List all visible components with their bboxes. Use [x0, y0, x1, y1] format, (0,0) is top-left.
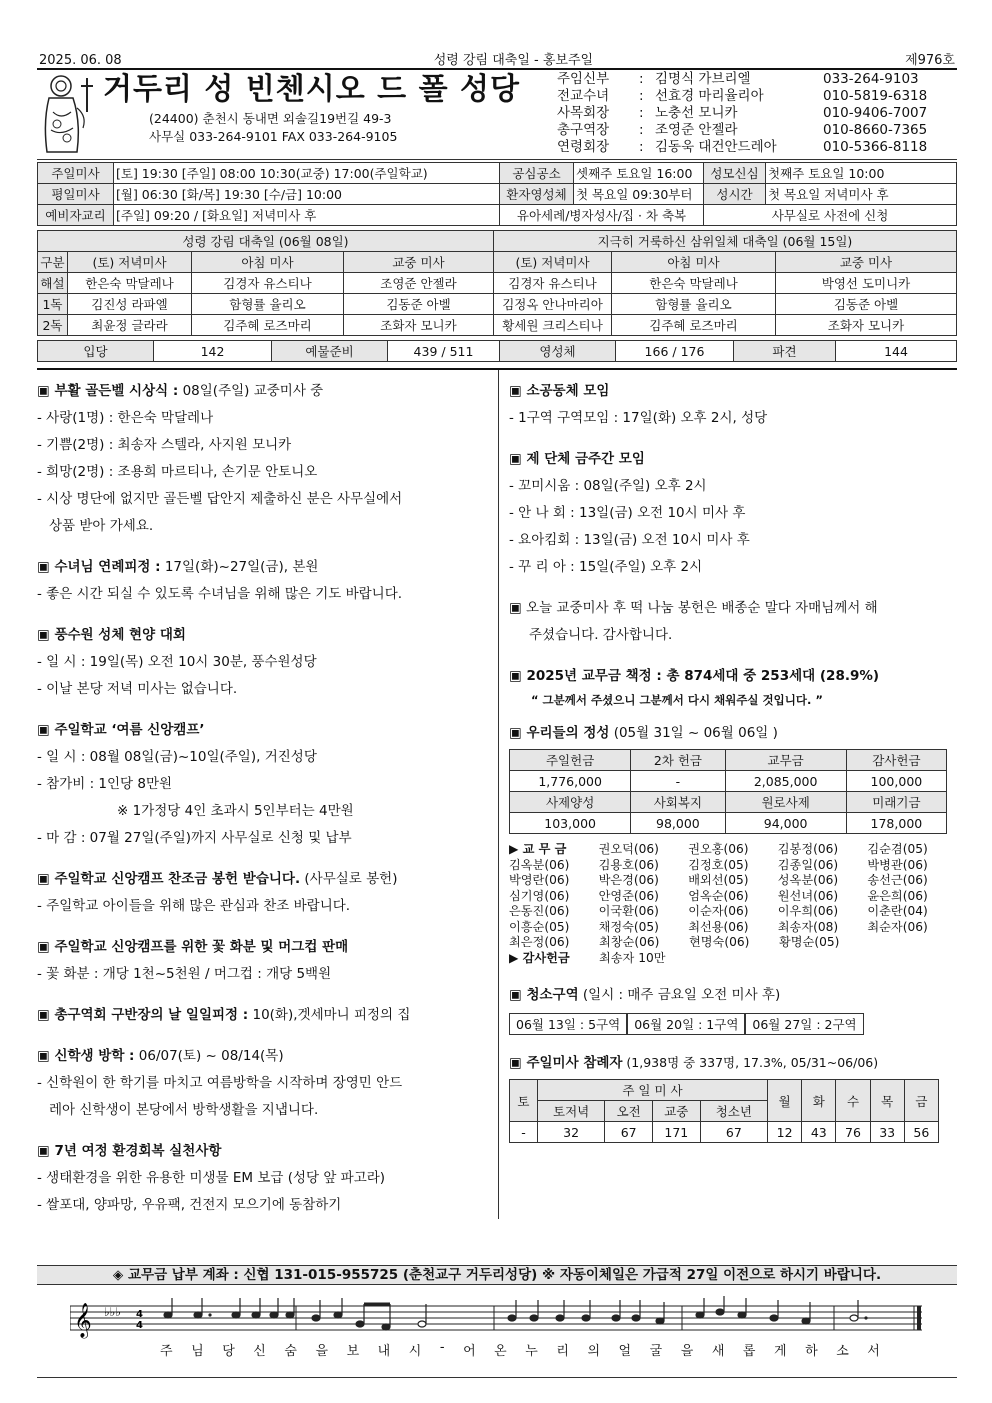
text-line: 08일(주일) 교중미사 중 — [178, 383, 324, 399]
offerings-table — [509, 749, 947, 834]
table-cell: 439 / 511 — [388, 341, 500, 362]
text-line: 06월 20일 : 1구역 — [627, 1013, 745, 1035]
text-line: 윤은희(06) — [867, 888, 928, 903]
text-line: 의 — [587, 1344, 601, 1359]
table-cell: 김주혜 로즈마리 — [612, 315, 776, 336]
table-cell: [월] 06:30 [화/목] 19:30 [수/금] 10:00 — [114, 184, 500, 205]
text-line: 주 — [160, 1344, 173, 1359]
staff-row — [557, 139, 957, 156]
text-line: : — [639, 88, 644, 104]
text-line: (05월 31일 ~ 06월 06일 ) — [609, 725, 778, 741]
text-line: 010-5366-8118 — [823, 139, 928, 155]
text-line — [509, 982, 957, 1009]
text-line: 현명숙(06) — [689, 935, 750, 949]
text-line: : — [639, 122, 644, 138]
table-cell: 교중 미사 — [776, 252, 957, 273]
text-line: 레아 신학생이 본당에서 방학생활을 지냅니다. — [49, 1102, 319, 1118]
text-line: ▣ 주일학교 ‘여름 신앙캠프’ — [37, 722, 205, 738]
text-line: ▣ 오늘 교중미사 후 떡 나눔 봉헌은 배종순 말다 자매님께서 해 — [509, 600, 878, 616]
table-cell: 주 일 미 사 — [537, 1080, 767, 1101]
table-cell: 김경자 유스티나 — [494, 273, 612, 294]
table-cell: 98,000 — [631, 813, 725, 834]
environment-notice — [37, 1138, 490, 1219]
text-line — [509, 720, 957, 747]
attendance-table — [509, 1079, 939, 1143]
table-cell: 수 — [836, 1080, 870, 1122]
text-line: 06월 13일 : 5구역 — [509, 1013, 627, 1035]
text-line: 박은경(06) — [598, 873, 659, 887]
table-cell: 142 — [154, 341, 272, 362]
table-cell: 해설 — [38, 273, 68, 294]
table-cell: 주일헌금 — [510, 750, 631, 771]
table-cell: 예물준비 — [272, 341, 388, 362]
table-cell: 성모신심 — [704, 163, 766, 184]
text-line — [37, 378, 490, 405]
cleaning-section — [509, 982, 957, 1035]
text-line: 김옥분(06) — [509, 857, 570, 872]
table-cell: 2차 헌금 — [631, 750, 725, 771]
table-row — [38, 341, 957, 362]
text-line: 얼 — [618, 1344, 632, 1359]
table-cell: [토] 19:30 [주일] 08:00 10:30(교중) 17:00(주일학교) — [114, 163, 500, 184]
table-cell: 56 — [904, 1122, 938, 1143]
table-cell: (토) 저녁미사 — [68, 252, 192, 273]
text-line: 롭 — [742, 1344, 756, 1359]
cleaning-schedule — [509, 1013, 939, 1035]
table-cell: 76 — [836, 1122, 870, 1143]
text-line: 시 — [408, 1344, 422, 1359]
text-line: 조영준 안젤라 — [655, 122, 738, 138]
text-line: - 꽃 화분 : 개당 1천~5천원 / 머그컵 : 개당 5백원 — [37, 966, 332, 982]
text-line: 황명순(05) — [779, 935, 840, 949]
text-line: 배외선(05) — [688, 873, 749, 887]
text-line: 내 — [377, 1344, 391, 1359]
text-line: (1,938명 중 337명, 17.3%, 05/31~06/06) — [622, 1055, 879, 1070]
readers-header-2: 지극히 거룩하신 삼위일체 대축일 (06월 15일) — [494, 231, 957, 252]
text-line: - 일 시 : 08월 08일(금)~10일(주일), 거진성당 — [37, 749, 317, 765]
hymn-lyrics — [160, 1340, 880, 1359]
text-line: 을 — [315, 1344, 329, 1359]
text-line: 신 — [253, 1344, 266, 1359]
text-line: 숨 — [284, 1344, 297, 1359]
text-line: - 참가비 : 1인당 8만원 — [37, 776, 173, 792]
table-cell: 2,085,000 — [725, 771, 846, 792]
text-line: ▣ 수녀님 연례피정 : — [37, 559, 161, 575]
group-meetings-notice — [509, 446, 957, 581]
golden-bell-notice — [37, 378, 490, 540]
table-cell: 김동준 아벨 — [344, 294, 494, 315]
text-line: - 꾸 리 아 : 15일(주일) 오후 2시 — [509, 559, 703, 575]
table-cell: 김동준 아벨 — [776, 294, 957, 315]
small-community-notice — [509, 378, 957, 432]
table-cell: 한은숙 막달레나 — [612, 273, 776, 294]
text-line: 06/07(토) ~ 08/14(목) — [134, 1048, 284, 1064]
text-line: - 시상 명단에 없지만 골든벨 답안지 제출하신 분은 사무실에서 — [37, 491, 403, 507]
text-line: - 희망(2명) : 조용희 마르티나, 손기문 안토니오 — [37, 464, 318, 480]
table-cell: 황세원 크리스티나 — [494, 315, 612, 336]
bulletin — [37, 48, 957, 1219]
table-row — [510, 1122, 939, 1143]
text-line: - 사랑(1명) : 한은숙 막달레나 — [37, 410, 214, 426]
text-line: - 이날 본당 저녁 미사는 없습니다. — [37, 681, 238, 697]
text-line: - 일 시 : 19일(목) 오전 10시 30분, 풍수원성당 — [37, 654, 317, 670]
text-line: 김종일(06) — [777, 857, 839, 872]
table-cell: 조영준 안젤라 — [344, 273, 494, 294]
staff-list — [547, 70, 957, 159]
feast-title: 성령 강림 대축일 - 홍보주일 — [433, 53, 594, 68]
staff-row — [557, 122, 957, 139]
text-line: 권오홍(06) — [688, 842, 749, 856]
table-cell: 감사헌금 — [846, 750, 946, 771]
table-cell: 금 — [904, 1080, 938, 1122]
text-line: 서 — [867, 1344, 880, 1359]
text-line: 은동진(06) — [509, 904, 570, 918]
staff-row — [557, 105, 957, 122]
text-line: - 기쁨(2명) : 최송자 스텔라, 사지원 모니카 — [37, 437, 292, 453]
text-line: (사무실로 봉헌) — [300, 871, 398, 887]
table-cell: 사무실로 사전에 신청 — [704, 205, 957, 226]
table-cell: 178,000 — [846, 813, 946, 834]
table-cell: 67 — [605, 1122, 653, 1143]
table-cell: 1독 — [38, 294, 68, 315]
text-line: - 주일학교 아이들을 위해 많은 관심과 찬조 바랍니다. — [37, 898, 351, 914]
text-line: “ 그분께서 주셨으니 그분께서 다시 채워주실 것입니다. ” — [531, 693, 823, 707]
text-line: 주셨습니다. 감사합니다. — [529, 627, 673, 643]
text-line: 사목회장 — [557, 105, 610, 121]
table-cell: 함형률 율리오 — [612, 294, 776, 315]
ministry-stats-table — [37, 340, 957, 362]
text-line: 안영준(06) — [598, 888, 659, 903]
text-line: 심기영(06) — [509, 888, 570, 903]
table-cell: 2독 — [38, 315, 68, 336]
text-line: 채정숙(05) — [598, 919, 659, 934]
text-line: 010-5819-6318 — [823, 88, 928, 104]
content-columns — [37, 368, 957, 1219]
top-bar — [37, 48, 957, 70]
text-line: 010-9406-7007 — [823, 105, 928, 121]
header — [37, 70, 957, 160]
table-cell: 166 / 176 — [616, 341, 734, 362]
table-cell: 첫째주 토요일 10:00 — [766, 163, 957, 184]
table-cell: 171 — [652, 1122, 700, 1143]
text-line: 권오덕(06) — [598, 842, 659, 856]
text-line: 누 — [525, 1344, 538, 1359]
text-line: 김동욱 대건안드레아 — [655, 139, 777, 155]
seminarian-vacation-notice — [37, 1043, 490, 1124]
text-line: 소 — [836, 1344, 849, 1359]
table-cell: 김주혜 로즈마리 — [192, 315, 344, 336]
summer-camp-notice — [37, 717, 490, 852]
table-cell: 144 — [836, 341, 957, 362]
text-line: ※ 1가정당 4인 초과시 5인부터는 4만원 — [117, 803, 354, 819]
svg-text:4: 4 — [136, 1320, 143, 1331]
table-cell: 김경자 유스티나 — [192, 273, 344, 294]
table-cell: 평일미사 — [38, 184, 114, 205]
text-line: 게 — [774, 1344, 787, 1359]
text-line: 주임신부 — [557, 71, 610, 87]
text-line: 최은정(06) — [509, 935, 570, 949]
table-cell: 67 — [700, 1122, 767, 1143]
table-cell: 화 — [802, 1080, 836, 1122]
text-line: 06월 27일 : 2구역 — [745, 1013, 863, 1035]
text-line: ▣ 주일미사 참례자 — [509, 1055, 623, 1071]
text-line: 어 — [463, 1344, 476, 1359]
bottom-divider — [37, 1377, 957, 1378]
table-cell: 청소년 — [700, 1101, 767, 1122]
text-line: 박병관(06) — [867, 857, 928, 872]
text-line: 보 — [346, 1344, 360, 1359]
text-line: ▣ 소공동체 모임 — [509, 383, 610, 399]
svg-text:4: 4 — [136, 1309, 143, 1320]
text-line: 김정호(05) — [688, 857, 749, 872]
text-line — [37, 554, 490, 581]
text-line: 이국환(06) — [598, 904, 659, 918]
text-line: (일시 : 매주 금요일 오전 미사 후) — [578, 987, 781, 1003]
text-line: - 좋은 시간 되실 수 있도록 수녀님을 위해 많은 기도 바랍니다. — [37, 586, 403, 602]
rice-cake-notice — [509, 595, 957, 649]
table-cell: 1,776,000 — [510, 771, 631, 792]
text-line — [37, 1043, 490, 1070]
table-cell: 사제양성 — [510, 792, 631, 813]
table-cell: - — [510, 1122, 538, 1143]
text-line: - 신학원이 한 학기를 마치고 여름방학을 시작하며 장영민 안드 — [37, 1075, 403, 1091]
right-column — [499, 370, 957, 1219]
text-line: 을 — [680, 1344, 694, 1359]
text-line: - 안 나 회 : 13일(금) 오전 10시 미사 후 — [509, 505, 746, 521]
table-cell: 월 — [768, 1080, 802, 1122]
text-line — [37, 1002, 490, 1029]
table-cell: 미래기금 — [846, 792, 946, 813]
text-line: ▣ 2025년 교무금 책정 : 총 874세대 중 253세대 (28.9%) — [509, 668, 880, 684]
text-line: ▣ 우리들의 정성 — [509, 725, 610, 741]
text-line: - 생태환경을 위한 유용한 미생물 EM 보급 (성당 앞 파고라) — [37, 1170, 386, 1186]
camp-donation-notice — [37, 866, 490, 920]
church-name: 거두리 성 빈첸시오 드 폴 성당 — [103, 72, 520, 107]
offerings-section — [509, 720, 957, 966]
text-line — [37, 866, 490, 893]
leaders-retreat-notice — [37, 1002, 490, 1029]
table-cell: 첫 목요일 09:30부터 — [574, 184, 704, 205]
text-line: : — [639, 105, 644, 121]
text-line: 새 — [711, 1344, 725, 1359]
text-line: 온 — [494, 1344, 507, 1359]
table-cell: 최윤정 글라라 — [68, 315, 192, 336]
text-line: ▣ 주일학교 신앙캠프를 위한 꽃 화분 및 머그컵 판매 — [37, 939, 349, 955]
text-line: 노충선 모니카 — [655, 105, 738, 121]
text-line: 연령회장 — [557, 139, 610, 155]
payment-account-bar: ◈ 교무금 납부 계좌 : 신협 131-015-955725 (춘천교구 거두리성당) ※ 자동이체일은 가급적 27일 이전으로 하시기 바랍니다. — [37, 1265, 957, 1285]
text-line: 박영란(06) — [509, 873, 570, 887]
table-row — [38, 205, 957, 226]
text-line: 전교수녀 — [557, 88, 610, 104]
table-cell: 주일미사 — [38, 163, 114, 184]
text-line: 10(화),겟세마니 피정의 집 — [248, 1007, 411, 1023]
table-cell: [주일] 09:20 / [화요일] 저녁미사 후 — [114, 205, 500, 226]
table-cell: 예비자교리 — [38, 205, 114, 226]
staff-row — [557, 71, 957, 88]
table-cell: 103,000 — [510, 813, 631, 834]
table-cell: 환자영성체 — [500, 184, 574, 205]
sister-retreat-notice — [37, 554, 490, 608]
table-cell: 토 — [510, 1080, 538, 1122]
table-cell: 구분 — [38, 252, 68, 273]
table-cell: 유아세례/병자성사/집 · 차 축복 — [500, 205, 704, 226]
issue-number: 제976호 — [905, 53, 955, 68]
text-line: 김명식 가브리엘 — [655, 71, 751, 87]
tithe-contributors — [509, 842, 957, 966]
text-line: ▣ 제 단체 금주간 모임 — [509, 451, 645, 467]
table-cell: 성시간 — [704, 184, 766, 205]
table-cell: 영성체 — [500, 341, 616, 362]
text-line — [509, 1049, 957, 1077]
camp-sale-notice — [37, 934, 490, 988]
eucharist-congress-notice — [37, 622, 490, 703]
table-cell: 오전 — [605, 1101, 653, 1122]
table-cell: 교중 — [652, 1101, 700, 1122]
text-line: 033-264-9103 — [823, 71, 919, 87]
readers-table — [37, 230, 957, 336]
table-cell: 아침 미사 — [192, 252, 344, 273]
text-line: : — [639, 139, 644, 155]
text-line: - 1구역 구역모임 : 17일(화) 오후 2시, 성당 — [509, 410, 768, 426]
table-cell: 박영선 도미니카 — [776, 273, 957, 294]
table-row — [38, 315, 957, 336]
text-line: ▣ 주일학교 신앙캠프 찬조금 봉헌 받습니다. — [37, 871, 301, 887]
text-line: 최순자(06) — [867, 919, 928, 934]
text-line: 김순겸(05) — [867, 842, 928, 856]
text-line: ▣ 총구역회 구반장의 날 일일피정 : — [37, 1007, 249, 1023]
table-row — [38, 273, 957, 294]
table-cell: 94,000 — [725, 813, 846, 834]
table-cell: 교중 미사 — [344, 252, 494, 273]
text-line: 이흥순(05) — [509, 919, 570, 934]
table-cell: 조화자 모니카 — [344, 315, 494, 336]
table-cell: 토저녁 — [537, 1101, 604, 1122]
text-line: ▣ 신학생 방학 : — [37, 1048, 135, 1064]
issue-date: 2025. 06. 08 — [39, 53, 122, 68]
svg-text:𝄞: 𝄞 — [74, 1303, 92, 1338]
table-cell: 32 — [537, 1122, 604, 1143]
text-line: 엄옥순(06) — [688, 888, 749, 903]
table-cell: 교무금 — [725, 750, 846, 771]
church-logo-icon — [37, 72, 97, 158]
text-line: 010-8660-7365 — [823, 122, 928, 138]
table-cell: 33 — [870, 1122, 904, 1143]
table-cell: 43 — [802, 1122, 836, 1143]
svg-text:♭♭♭: ♭♭♭ — [104, 1305, 121, 1319]
text-line: 김용호(06) — [598, 857, 659, 872]
text-line: 원선녀(06) — [777, 888, 839, 903]
text-line: 님 — [191, 1344, 204, 1359]
text-line: ▣ 부활 골든벨 시상식 : — [37, 383, 179, 399]
mass-schedule-table — [37, 162, 957, 226]
table-cell: 함형률 율리오 — [192, 294, 344, 315]
text-line: 송선근(06) — [867, 873, 928, 887]
table-cell: 사회복지 — [631, 792, 725, 813]
staff-row — [557, 88, 957, 105]
text-line: - 마 감 : 07월 27일(주일)까지 사무실로 신청 및 납부 — [37, 830, 352, 846]
text-line: : — [639, 71, 644, 87]
text-line: 하 — [805, 1344, 818, 1359]
text-line: 선효경 마리율리아 — [655, 88, 764, 104]
text-line: ▣ 7년 여정 환경회복 실천사항 — [37, 1143, 222, 1159]
text-line: - — [439, 1340, 445, 1355]
text-line: 최선용(06) — [688, 919, 749, 934]
table-cell: 한은숙 막달레나 — [68, 273, 192, 294]
table-cell: 조화자 모니카 — [776, 315, 957, 336]
table-row — [38, 294, 957, 315]
text-line: - 요아킴회 : 13일(금) 오전 10시 미사 후 — [509, 532, 750, 548]
left-column — [37, 370, 499, 1219]
table-cell: (토) 저녁미사 — [494, 252, 612, 273]
table-cell: 공심공소 — [500, 163, 574, 184]
table-cell: 목 — [870, 1080, 904, 1122]
text-line: 이춘란(04) — [867, 904, 928, 918]
table-cell: 12 — [768, 1122, 802, 1143]
text-line: 상품 받아 가세요. — [49, 518, 154, 534]
text-line: 김봉정(06) — [777, 842, 839, 856]
text-line: - 쌀포대, 양파망, 우유팩, 건전지 모으기에 동참하기 — [37, 1197, 342, 1213]
table-cell: 파견 — [734, 341, 836, 362]
text-line: 17일(화)~27일(금), 본원 — [160, 559, 319, 575]
text-line: 최창순(06) — [599, 935, 660, 949]
table-row — [510, 771, 947, 792]
text-line: 이우희(06) — [777, 904, 839, 918]
readers-header-1: 성령 강림 대축일 (06월 08일) — [38, 231, 494, 252]
table-row — [510, 813, 947, 834]
text-line: 성옥분(06) — [777, 873, 839, 887]
text-line: 최송자(08) — [777, 919, 839, 934]
tithe-notice — [509, 663, 957, 710]
text-line: - 꼬미시움 : 08일(주일) 오후 2시 — [509, 478, 707, 494]
text-line: 이순자(06) — [688, 904, 749, 918]
table-cell: 입당 — [38, 341, 154, 362]
text-line: 최송자 10만 — [599, 950, 666, 965]
table-cell: 원로사제 — [725, 792, 846, 813]
attendance-section — [509, 1049, 957, 1143]
table-cell: 셋째주 토요일 16:00 — [574, 163, 704, 184]
table-cell: 첫 목요일 저녁미사 후 — [766, 184, 957, 205]
text-line: 리 — [556, 1344, 569, 1359]
text-line: 굴 — [649, 1344, 663, 1359]
table-row — [38, 163, 957, 184]
table-cell: 아침 미사 — [612, 252, 776, 273]
table-cell: 100,000 — [846, 771, 946, 792]
table-cell: 김진성 라파엘 — [68, 294, 192, 315]
table-cell: - — [631, 771, 725, 792]
table-cell: 김정옥 안나마리아 — [494, 294, 612, 315]
text-line: 당 — [222, 1344, 235, 1359]
text-line: ▣ 청소구역 — [509, 987, 579, 1003]
text-line: 총구역장 — [557, 122, 610, 138]
church-office: 사무실 033-264-9101 FAX 033-264-9105 — [149, 129, 398, 144]
table-row — [38, 184, 957, 205]
church-address: (24400) 춘천시 동내면 외솔길19번길 49-3 — [149, 111, 392, 126]
text-line: ▶ 교 무 금 — [509, 842, 567, 856]
text-line: ▣ 풍수원 성체 현양 대회 — [37, 627, 186, 643]
text-line: ▶ 감사헌금 — [509, 950, 570, 965]
